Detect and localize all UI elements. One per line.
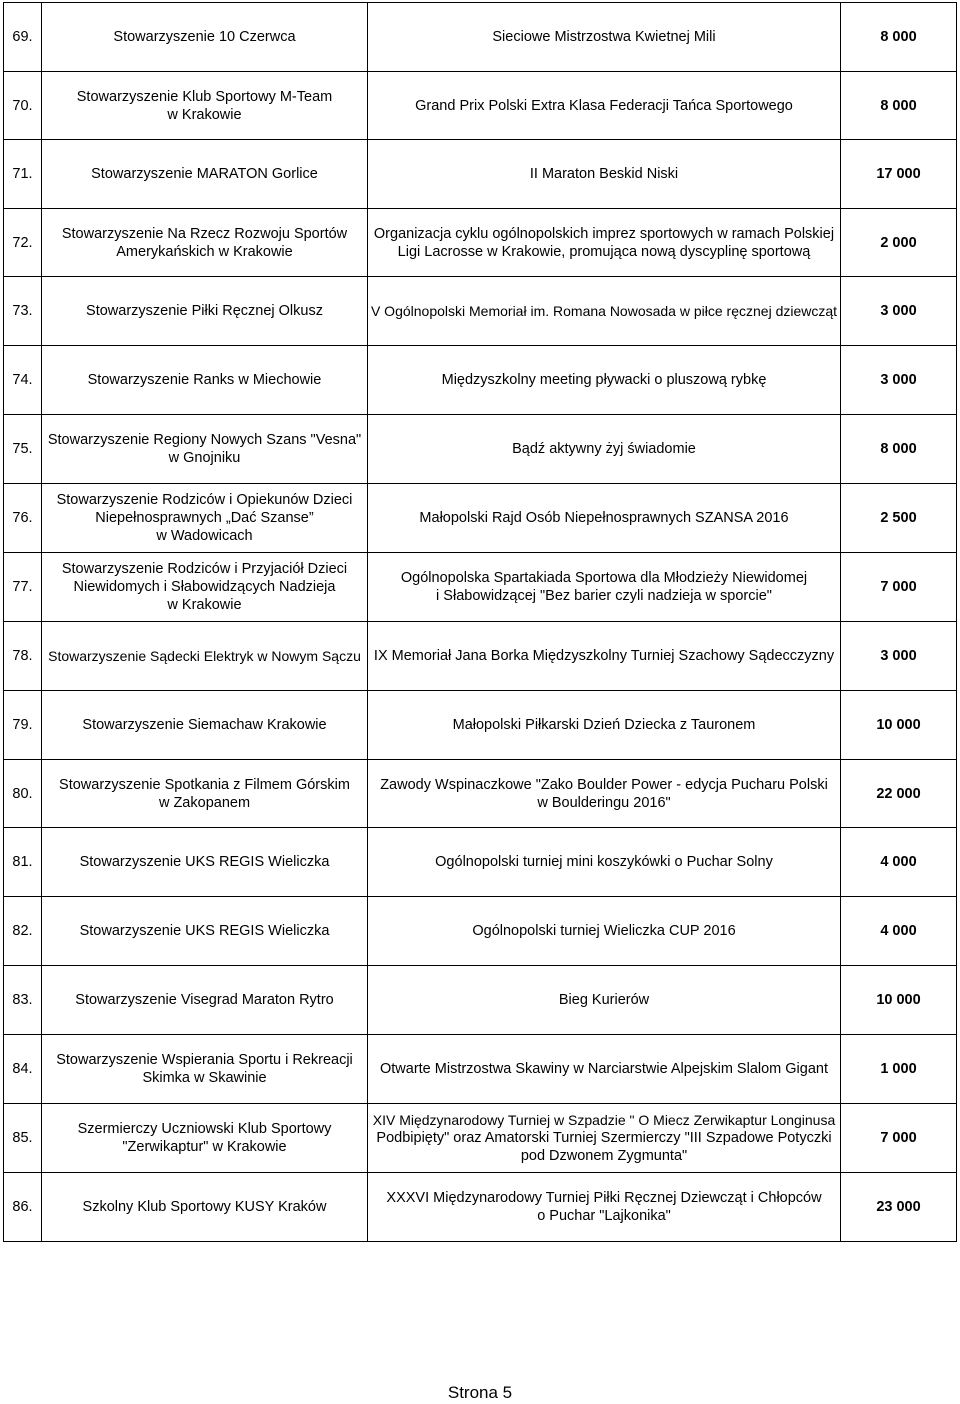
task-title-line: w Boulderingu 2016" [537,794,671,811]
grant-amount: 3 000 [841,277,957,346]
organization-name-line: Stowarzyszenie MARATON Gorlice [91,166,318,182]
task-title-cell [368,1035,841,1104]
organization-name-line: Niepełnosprawnych „Dać Szanse” [95,510,314,526]
organization-cell [42,3,368,72]
organization-cell [42,1104,368,1173]
organization-name-line: w Zakopanem [158,794,251,811]
organization-name-line: Niewidomych i Słabowidzących Nadzieja [73,579,336,595]
organization-cell [42,346,368,415]
organization-name-line: Szkolny Klub Sportowy KUSY Kraków [82,1199,327,1215]
task-title-cell [368,828,841,897]
organization-name-line: Skimka w Skawinie [142,1070,267,1086]
organization-name-line: Stowarzyszenie Siemachaw Krakowie [82,717,327,733]
grant-amount: 8 000 [841,72,957,140]
organization-name-line: "Zerwikaptur" w Krakowie [122,1139,287,1155]
organization-cell [42,72,368,140]
table-row [4,897,957,966]
organization-name-line: Stowarzyszenie Wspierania Sportu i Rekreacji [56,1052,353,1068]
organization-cell [42,277,368,346]
row-number: 86. [4,1173,42,1242]
task-title-cell [368,622,841,691]
organization-cell [42,622,368,691]
task-title-cell [368,1104,841,1173]
task-title-cell [368,140,841,209]
task-title-line: V Ogólnopolski Memoriał im. Romana Nowosada w piłce ręcznej dziewcząt [370,303,838,319]
task-title-line: Sieciowe Mistrzostwa Kwietnej Mili [492,29,716,45]
grants-table [3,2,957,1242]
table-row [4,346,957,415]
table-row [4,277,957,346]
organization-cell [42,828,368,897]
row-number: 74. [4,346,42,415]
task-title-line: o Puchar "Lajkonika" [537,1208,671,1224]
task-title-line: Ogólnopolski turniej mini koszykówki o Puchar Solny [435,854,773,870]
task-title-cell [368,760,841,828]
grant-amount: 22 000 [841,760,957,828]
organization-name-line: Stowarzyszenie Rodziców i Opiekunów Dzieci [56,492,353,508]
grant-amount: 23 000 [841,1173,957,1242]
row-number: 78. [4,622,42,691]
organization-name-line: w Krakowie [167,597,242,613]
row-number: 76. [4,484,42,553]
row-number: 79. [4,691,42,760]
row-number: 71. [4,140,42,209]
row-number: 82. [4,897,42,966]
task-title-line: Bieg Kurierów [558,992,650,1008]
organization-cell [42,1173,368,1242]
organization-name-line: w Wadowicach [156,528,253,544]
table-row [4,1173,957,1242]
task-title-cell [368,1173,841,1242]
grant-amount: 4 000 [841,828,957,897]
row-number: 80. [4,760,42,828]
table-row [4,484,957,553]
row-number: 72. [4,209,42,277]
task-title-cell [368,415,841,484]
organization-name-line: Stowarzyszenie Piłki Ręcznej Olkusz [86,303,323,319]
task-title-line: Bądź aktywny żyj świadomie [512,441,696,457]
organization-cell [42,966,368,1035]
table-row [4,72,957,140]
organization-name-line: w Gnojniku [168,450,241,466]
grant-amount: 7 000 [841,1104,957,1173]
row-number: 81. [4,828,42,897]
task-title-cell [368,691,841,760]
table-row [4,691,957,760]
organization-name-line: Stowarzyszenie UKS REGIS Wieliczka [79,923,330,939]
table-row [4,3,957,72]
task-title-line: Ogólnopolski turniej Wieliczka CUP 2016 [472,923,736,939]
task-title-line: Podbipięty" oraz Amatorski Turniej Szermierczy "III Szpadowe Potyczki [376,1130,832,1146]
grant-amount: 2 500 [841,484,957,553]
grants-table-body [4,3,957,1242]
grant-amount: 2 000 [841,209,957,277]
organization-cell [42,415,368,484]
task-title-cell [368,897,841,966]
task-title-line: XIV Międzynarodowy Turniej w Szpadzie " O Miecz Zerwikaptur Longinusa [372,1112,836,1128]
table-row [4,1104,957,1173]
grant-amount: 3 000 [841,622,957,691]
organization-name-line: w Krakowie [167,106,242,123]
organization-name-line: Stowarzyszenie Na Rzecz Rozwoju Sportów [61,225,348,242]
task-title-cell [368,277,841,346]
task-title-cell [368,209,841,277]
task-title-cell [368,72,841,140]
grant-amount: 1 000 [841,1035,957,1104]
organization-name-line: Stowarzyszenie Ranks w Miechowie [87,372,322,388]
task-title-line: i Słabowidzącej "Bez barier czyli nadzieja w sporcie" [436,588,772,604]
page-number: Strona 5 [447,1383,513,1402]
grant-amount: 3 000 [841,346,957,415]
table-row [4,553,957,622]
task-title-cell [368,3,841,72]
task-title-line: pod Dzwonem Zygmunta" [520,1148,688,1164]
organization-cell [42,691,368,760]
row-number: 83. [4,966,42,1035]
row-number: 77. [4,553,42,622]
organization-cell [42,553,368,622]
table-row [4,140,957,209]
organization-name-line: Stowarzyszenie Regiony Nowych Szans "Vesna" [47,432,362,448]
grant-amount: 8 000 [841,3,957,72]
table-row [4,760,957,828]
task-title-cell [368,346,841,415]
organization-cell [42,1035,368,1104]
row-number: 85. [4,1104,42,1173]
organization-cell [42,897,368,966]
organization-cell [42,760,368,828]
table-row [4,622,957,691]
task-title-line: Międzyszkolny meeting pływacki o pluszową rybkę [441,372,767,388]
task-title-line: Małopolski Piłkarski Dzień Dziecka z Tauronem [452,717,756,733]
organization-name-line: Stowarzyszenie 10 Czerwca [113,29,296,45]
grant-amount: 8 000 [841,415,957,484]
grant-amount: 10 000 [841,966,957,1035]
organization-name-line: Stowarzyszenie Visegrad Maraton Rytro [75,992,334,1008]
organization-name-line: Amerykańskich w Krakowie [116,243,293,260]
grant-amount: 17 000 [841,140,957,209]
task-title-line: Ogólnopolska Spartakiada Sportowa dla Młodzieży Niewidomej [400,570,808,586]
task-title-cell [368,484,841,553]
task-title-line: Otwarte Mistrzostwa Skawiny w Narciarstwie Alpejskim Slalom Gigant [379,1061,828,1077]
row-number: 69. [4,3,42,72]
grant-amount: 7 000 [841,553,957,622]
organization-name-line: Stowarzyszenie Rodziców i Przyjaciół Dzieci [61,561,348,577]
task-title-line: IX Memoriał Jana Borka Międzyszkolny Turniej Szachowy Sądecczyzny [373,648,835,664]
row-number: 73. [4,277,42,346]
task-title-line: Zawody Wspinaczkowe "Zako Boulder Power - edycja Pucharu Polski [380,776,828,793]
organization-cell [42,209,368,277]
task-title-line: XXXVI Międzynarodowy Turniej Piłki Ręcznej Dziewcząt i Chłopców [386,1190,822,1206]
organization-name-line: Stowarzyszenie Sądecki Elektryk w Nowym Sączu [48,648,361,664]
organization-name-line: Stowarzyszenie Klub Sportowy M-Team [76,88,333,105]
task-title-cell [368,553,841,622]
task-title-line: Organizacja cyklu ogólnopolskich imprez sportowych w ramach Polskiej [373,225,835,242]
organization-name-line: Szermierczy Uczniowski Klub Sportowy [77,1121,332,1137]
row-number: 75. [4,415,42,484]
task-title-line: II Maraton Beskid Niski [529,166,679,182]
organization-cell [42,140,368,209]
task-title-line: Grand Prix Polski Extra Klasa Federacji Tańca Sportowego [415,97,793,114]
row-number: 70. [4,72,42,140]
organization-name-line: Stowarzyszenie Spotkania z Filmem Górskim [59,776,350,793]
table-row [4,415,957,484]
task-title-line: Małopolski Rajd Osób Niepełnosprawnych SZANSA 2016 [419,510,789,526]
grant-amount: 10 000 [841,691,957,760]
table-row [4,828,957,897]
organization-cell [42,484,368,553]
table-row [4,1035,957,1104]
task-title-line: Ligi Lacrosse w Krakowie, promująca nową dyscyplinę sportową [397,243,811,260]
task-title-cell [368,966,841,1035]
table-row [4,966,957,1035]
organization-name-line: Stowarzyszenie UKS REGIS Wieliczka [79,854,330,870]
table-row [4,209,957,277]
grant-amount: 4 000 [841,897,957,966]
row-number: 84. [4,1035,42,1104]
